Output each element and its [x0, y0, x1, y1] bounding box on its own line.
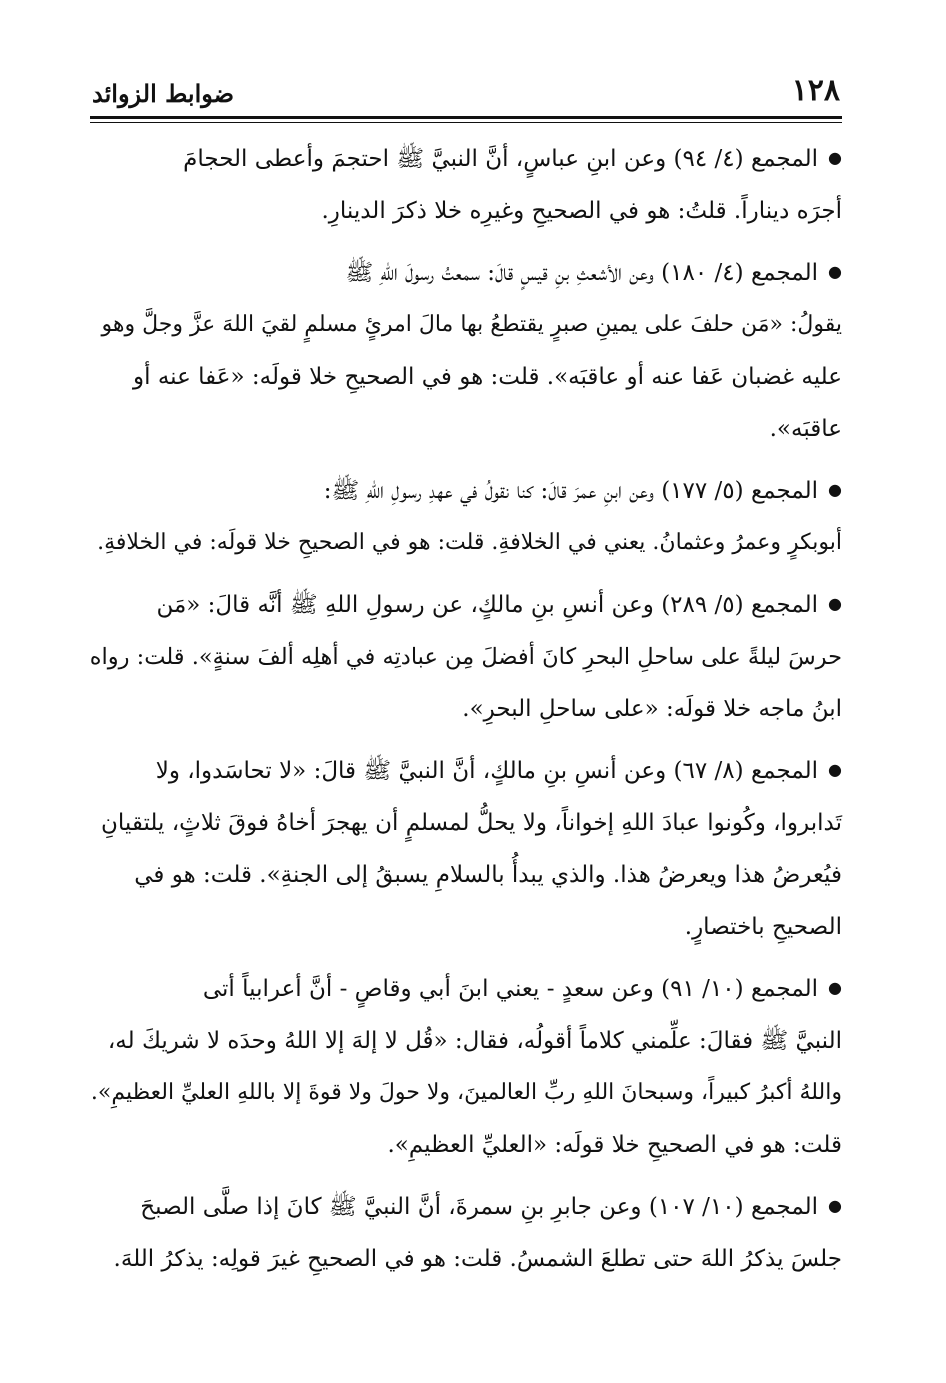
- entry-line: النبيَّ ﷺ فقالَ: علِّمني كلاماً أقولُه، فقال: «قُل لا إلهَ إلا اللهُ وحدَه لا شريكَ له،: [107, 1028, 842, 1054]
- entry: [90, 963, 842, 1171]
- entry-line: ● المجمع (٤/ ١٨٠) وعن الأشعثِ بنِ قيسٍ قالَ: سمعتُ رسولَ اللهِ ﷺ: [90, 247, 842, 299]
- entry-line: أبوبكرٍ وعمرُ وعثمانُ. يعني في الخلافةِ. قلت: هو في الصحيحِ خلا قولَه: في الخلافةِ.: [97, 530, 842, 555]
- entry-line: جلسَ يذكرُ اللهَ حتى تطلعَ الشمسُ. قلت: هو في الصحيحِ غيرَ قولِه: يذكرُ اللهَ.: [113, 1246, 842, 1272]
- entry: [90, 579, 842, 735]
- entry-line: تَدابروا، وكُونوا عبادَ اللهِ إخواناً، ولا يحلُّ لمسلمٍ أن يهجرَ أخاهُ فوقَ ثلاثٍ، يلتقيانِ: [101, 810, 842, 836]
- entry-line: أجرَه ديناراً. قلتُ: هو في الصحيحِ وغيرِه خلا ذكرَ الدينارِ.: [321, 198, 842, 224]
- entry-line: حرسَ ليلةً على ساحلِ البحرِ كانَ أفضلَ مِن عبادتِه في أهلِه ألفَ سنةٍ». قلت: رواه: [89, 644, 842, 670]
- entry: [90, 247, 842, 455]
- entry-line: يقولُ: «مَن حلفَ على يمينِ صبرٍ يقتطعُ بها مالَ امرئٍ مسلمٍ لقيَ اللهَ عزَّ وجلَّ وهو: [101, 312, 842, 337]
- header-rule: [90, 116, 842, 119]
- entry-line: ● المجمع (١٠/ ١٠٧) وعن جابرِ بنِ سمرةَ، أنَّ النبيَّ ﷺ كانَ إذا صلَّى الصبحَ: [90, 1181, 842, 1233]
- entry-line: ● المجمع (٥/ ٢٨٩) وعن أنسِ بنِ مالكٍ، عن رسولِ اللهِ ﷺ أنَّه قالَ: «مَن: [90, 579, 842, 631]
- entry-line: فيُعرضُ هذا ويعرضُ هذا. والذي يبدأُ بالسلامِ يسبقُ إلى الجنةِ». قلت: هو في: [134, 862, 842, 888]
- entry: [90, 465, 842, 569]
- entry-line: ● المجمع (١٠/ ٩١) وعن سعدٍ - يعني ابنَ أبي وقاصٍ - أنَّ أعرابياً أتى: [90, 963, 842, 1015]
- entry-line: ● المجمع (٤/ ٩٤) وعن ابنِ عباسٍ، أنَّ النبيَّ ﷺ احتجمَ وأعطى الحجامَ: [90, 133, 842, 185]
- entries: [90, 133, 842, 1285]
- entry: [90, 133, 842, 237]
- entry-line: ابنُ ماجه خلا قولَه: «على ساحلِ البحرِ».: [462, 696, 842, 722]
- page-header: [90, 70, 842, 114]
- page: [90, 70, 842, 1295]
- header-rule-thin: [90, 122, 842, 123]
- entry-line: عليه غضبان عَفا عنه أو عاقبَه». قلت: هو في الصحيحِ خلا قولَه: «عَفا عنه أو: [133, 364, 842, 390]
- entry-line: عاقبَه».: [769, 416, 842, 442]
- entry-line: ● المجمع (٨/ ٦٧) وعن أنسِ بنِ مالكٍ، أنَّ النبيَّ ﷺ قالَ: «لا تحاسَدوا، ولا: [90, 745, 842, 797]
- running-title: ضوابط الزوائد: [92, 79, 235, 108]
- entry-line: قلت: هو في الصحيحِ خلا قولَه: «العليِّ العظيمِ».: [387, 1132, 842, 1158]
- entry-line: الصحيحِ باختصارٍ.: [684, 914, 842, 940]
- entry: [90, 745, 842, 953]
- page-number: ١٢٨: [791, 73, 840, 108]
- entry: [90, 1181, 842, 1285]
- entry-line: واللهُ أكبرُ كبيراً، وسبحانَ اللهِ ربِّ العالمينَ، ولا حولَ ولا قوةَ إلا باللهِ العليِّ العظيمِ».: [90, 1080, 842, 1105]
- entry-line: ● المجمع (٥/ ١٧٧) وعن ابنِ عمرَ قالَ: كنا نقولُ في عهدِ رسولِ اللهِ ﷺ:: [90, 465, 842, 517]
